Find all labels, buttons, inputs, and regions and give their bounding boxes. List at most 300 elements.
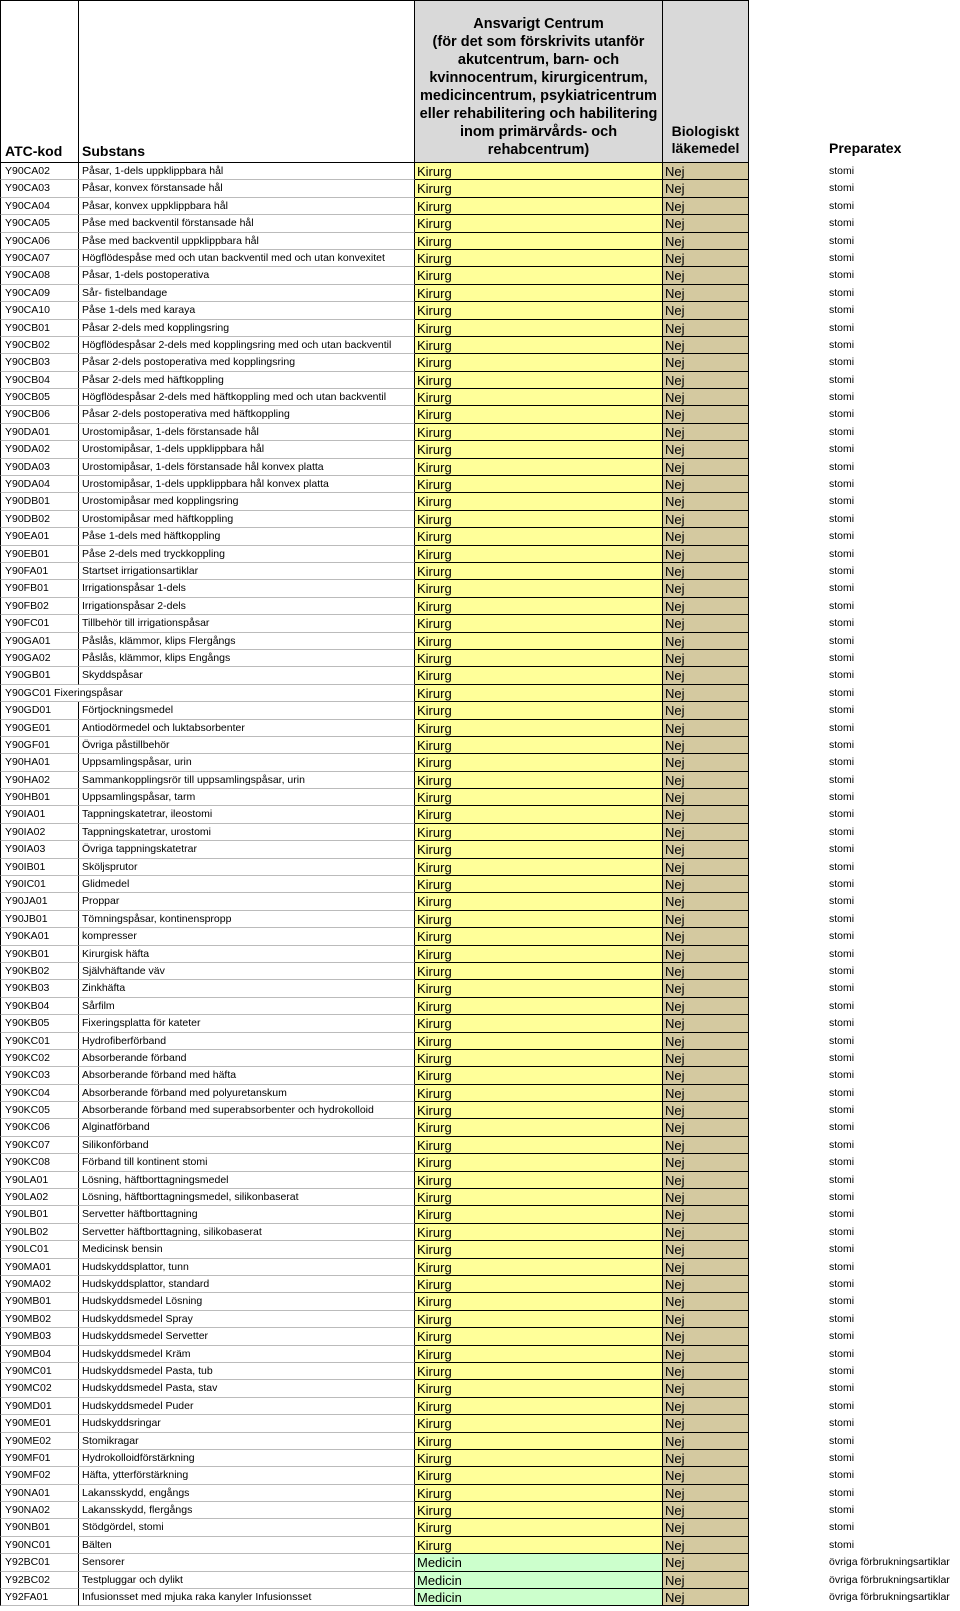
cell-atc-code[interactable]: Y90GB01 — [0, 667, 78, 684]
cell-atc-code[interactable]: Y90DA04 — [0, 476, 78, 493]
cell-responsible-center[interactable]: Kirurg — [415, 1311, 663, 1328]
cell-atc-code[interactable]: Y90KB04 — [0, 998, 78, 1015]
cell-atc-code[interactable]: Y90LB01 — [0, 1206, 78, 1223]
cell-responsible-center[interactable]: Kirurg — [415, 1485, 663, 1502]
cell-preparat[interactable]: stomi — [829, 738, 855, 751]
cell-biological[interactable]: Nej — [663, 389, 749, 406]
cell-preparat[interactable]: stomi — [829, 1191, 855, 1204]
cell-substance[interactable]: Påsar 2-dels med häftkoppling — [78, 372, 415, 389]
cell-atc-code[interactable]: Y90ME01 — [0, 1415, 78, 1432]
cell-biological[interactable]: Nej — [663, 1224, 749, 1241]
cell-responsible-center[interactable]: Kirurg — [415, 546, 663, 563]
cell-preparat[interactable]: stomi — [829, 1069, 855, 1082]
cell-biological[interactable]: Nej — [663, 1137, 749, 1154]
cell-atc-code[interactable]: Y90KC06 — [0, 1119, 78, 1136]
cell-atc-code[interactable]: Y90CB06 — [0, 406, 78, 423]
cell-biological[interactable]: Nej — [663, 1206, 749, 1223]
cell-atc-code[interactable]: Y90MB01 — [0, 1293, 78, 1310]
cell-biological[interactable]: Nej — [663, 285, 749, 302]
cell-atc-code[interactable]: Y90CA08 — [0, 267, 78, 284]
cell-biological[interactable]: Nej — [663, 302, 749, 319]
cell-biological[interactable]: Nej — [663, 893, 749, 910]
cell-atc-code[interactable]: Y90FA01 — [0, 563, 78, 580]
cell-preparat[interactable]: stomi — [829, 338, 855, 351]
cell-substance[interactable]: Påsar, konvex uppklippbara hål — [78, 198, 415, 215]
cell-preparat[interactable]: stomi — [829, 165, 855, 177]
cell-responsible-center[interactable]: Kirurg — [415, 285, 663, 302]
cell-substance[interactable]: Irrigationspåsar 2-dels — [78, 598, 415, 615]
cell-preparat[interactable]: stomi — [829, 1434, 855, 1447]
cell-preparat[interactable]: stomi — [829, 1278, 855, 1290]
cell-atc-code[interactable]: Y90JB01 — [0, 911, 78, 928]
cell-responsible-center[interactable]: Kirurg — [415, 1119, 663, 1136]
cell-atc-code[interactable]: Y92FA01 — [0, 1589, 78, 1606]
cell-responsible-center[interactable]: Kirurg — [415, 598, 663, 615]
cell-substance[interactable]: Medicinsk bensin — [78, 1241, 415, 1258]
cell-substance[interactable]: Lösning, häftborttagningsmedel, silikonbaserat — [78, 1189, 415, 1206]
cell-biological[interactable]: Nej — [663, 1241, 749, 1258]
cell-substance[interactable]: Hudskyddsmedel Pasta, stav — [78, 1380, 415, 1397]
cell-substance[interactable]: Sårfilm — [78, 998, 415, 1015]
cell-preparat[interactable]: stomi — [829, 947, 855, 960]
cell-substance[interactable]: Glidmedel — [78, 876, 415, 893]
cell-responsible-center[interactable]: Kirurg — [415, 163, 663, 180]
cell-substance[interactable]: Tappningskatetrar, urostomi — [78, 824, 415, 841]
cell-substance[interactable]: Självhäftande väv — [78, 963, 415, 980]
cell-preparat[interactable]: stomi — [829, 964, 855, 977]
cell-biological[interactable]: Nej — [663, 876, 749, 893]
cell-substance[interactable]: Påsar 2-dels postoperativa med kopplingsring — [78, 354, 415, 371]
cell-atc-code[interactable]: Y90CA06 — [0, 233, 78, 250]
cell-preparat[interactable]: stomi — [829, 1417, 855, 1430]
cell-preparat[interactable]: stomi — [829, 495, 855, 508]
cell-biological[interactable]: Nej — [663, 1433, 749, 1450]
cell-atc-code[interactable]: Y90NA02 — [0, 1502, 78, 1519]
cell-responsible-center[interactable]: Kirurg — [415, 198, 663, 215]
cell-atc-code[interactable]: Y90CA05 — [0, 215, 78, 232]
cell-biological[interactable]: Nej — [663, 1485, 749, 1502]
cell-atc-code[interactable]: Y90GD01 — [0, 702, 78, 719]
cell-biological[interactable]: Nej — [663, 737, 749, 754]
cell-atc-code[interactable]: Y90CB02 — [0, 337, 78, 354]
cell-preparat[interactable]: stomi — [829, 651, 855, 664]
cell-atc-code[interactable]: Y90NC01 — [0, 1537, 78, 1554]
cell-responsible-center[interactable]: Kirurg — [415, 1015, 663, 1032]
cell-atc-code[interactable]: Y90KB05 — [0, 1015, 78, 1032]
cell-substance[interactable]: Förtjockningsmedel — [78, 702, 415, 719]
cell-substance[interactable]: Hudskyddsmedel Pasta, tub — [78, 1363, 415, 1380]
cell-atc-code[interactable]: Y90KC08 — [0, 1154, 78, 1171]
cell-substance[interactable]: Uppsamlingspåsar, tarm — [78, 789, 415, 806]
cell-biological[interactable]: Nej — [663, 1085, 749, 1102]
cell-biological[interactable]: Nej — [663, 1015, 749, 1032]
cell-responsible-center[interactable]: Kirurg — [415, 893, 663, 910]
cell-atc-code[interactable]: Y90LC01 — [0, 1241, 78, 1258]
cell-responsible-center[interactable]: Kirurg — [415, 580, 663, 597]
cell-substance[interactable]: Påslås, klämmor, klips Flergångs — [78, 633, 415, 650]
cell-preparat[interactable]: stomi — [829, 564, 855, 577]
cell-responsible-center[interactable]: Kirurg — [415, 1137, 663, 1154]
cell-preparat[interactable]: stomi — [829, 530, 855, 543]
cell-atc-code[interactable]: Y90CA04 — [0, 198, 78, 215]
cell-substance[interactable]: Hydrofiberförband — [78, 1033, 415, 1050]
cell-responsible-center[interactable]: Kirurg — [415, 354, 663, 371]
cell-responsible-center[interactable]: Kirurg — [415, 302, 663, 319]
cell-preparat[interactable]: stomi — [829, 860, 855, 873]
cell-biological[interactable]: Nej — [663, 372, 749, 389]
cell-responsible-center[interactable]: Kirurg — [415, 667, 663, 684]
cell-substance[interactable]: Zinkhäfta — [78, 980, 415, 997]
cell-preparat[interactable]: stomi — [829, 1104, 855, 1117]
cell-substance[interactable]: Absorberande förband med häfta — [78, 1067, 415, 1084]
cell-atc-code[interactable]: Y90FC01 — [0, 615, 78, 632]
cell-substance[interactable]: Antiodörmedel och luktabsorbenter — [78, 720, 415, 737]
cell-substance[interactable]: Sår- fistelbandage — [78, 285, 415, 302]
cell-responsible-center[interactable]: Kirurg — [415, 876, 663, 893]
cell-biological[interactable]: Nej — [663, 946, 749, 963]
cell-preparat[interactable]: stomi — [829, 1260, 855, 1273]
cell-atc-code[interactable]: Y90CB05 — [0, 389, 78, 406]
cell-substance[interactable]: Högflödespåse med och utan backventil med och utan konvexitet — [78, 250, 415, 267]
cell-biological[interactable]: Nej — [663, 1328, 749, 1345]
cell-substance[interactable]: Hudskyddsplattor, tunn — [78, 1259, 415, 1276]
cell-substance[interactable]: Högflödespåsar 2-dels med häftkoppling med och utan backventil — [78, 389, 415, 406]
cell-preparat[interactable]: stomi — [829, 1225, 855, 1238]
cell-preparat[interactable]: stomi — [829, 1173, 855, 1186]
cell-substance[interactable]: Sensorer — [78, 1554, 415, 1571]
cell-responsible-center[interactable]: Kirurg — [415, 563, 663, 580]
cell-atc-code[interactable]: Y90KC02 — [0, 1050, 78, 1067]
cell-substance[interactable]: Testpluggar och dylikt — [78, 1572, 415, 1589]
cell-preparat[interactable]: stomi — [829, 1382, 855, 1395]
cell-biological[interactable]: Nej — [663, 667, 749, 684]
cell-preparat[interactable]: stomi — [829, 217, 855, 230]
cell-preparat[interactable]: stomi — [829, 930, 855, 943]
cell-atc-code[interactable]: Y90LA02 — [0, 1189, 78, 1206]
cell-atc-code[interactable]: Y90MA02 — [0, 1276, 78, 1293]
cell-atc-code[interactable]: Y90GE01 — [0, 720, 78, 737]
cell-responsible-center[interactable]: Kirurg — [415, 1189, 663, 1206]
cell-preparat[interactable]: stomi — [829, 1364, 855, 1377]
cell-responsible-center[interactable]: Kirurg — [415, 1398, 663, 1415]
cell-preparat[interactable]: stomi — [829, 721, 855, 734]
cell-preparat[interactable]: stomi — [829, 1051, 855, 1064]
cell-preparat[interactable]: stomi — [829, 1451, 855, 1464]
cell-preparat[interactable]: stomi — [829, 843, 855, 856]
cell-substance[interactable]: Tillbehör till irrigationspåsar — [78, 615, 415, 632]
cell-preparat[interactable]: stomi — [829, 1086, 855, 1099]
cell-atc-code[interactable]: Y90ME02 — [0, 1433, 78, 1450]
cell-atc-code[interactable]: Y90HA01 — [0, 754, 78, 771]
cell-atc-code[interactable]: Y90MF02 — [0, 1467, 78, 1484]
cell-responsible-center[interactable]: Kirurg — [415, 720, 663, 737]
cell-responsible-center[interactable]: Kirurg — [415, 1241, 663, 1258]
cell-responsible-center[interactable]: Kirurg — [415, 685, 663, 702]
cell-biological[interactable]: Nej — [663, 1259, 749, 1276]
cell-substance[interactable]: Urostomipåsar, 1-dels förstansade hål konvex platta — [78, 459, 415, 476]
cell-biological[interactable]: Nej — [663, 1276, 749, 1293]
cell-substance[interactable]: Hudskyddsmedel Kräm — [78, 1346, 415, 1363]
cell-preparat[interactable]: övriga förbrukningsartiklar — [829, 1573, 950, 1586]
cell-responsible-center[interactable]: Kirurg — [415, 911, 663, 928]
cell-substance[interactable]: Hydrokolloidförstärkning — [78, 1450, 415, 1467]
cell-atc-code[interactable]: Y90DA02 — [0, 441, 78, 458]
cell-substance[interactable]: Hudskyddsringar — [78, 1415, 415, 1432]
cell-biological[interactable]: Nej — [663, 1450, 749, 1467]
cell-biological[interactable]: Nej — [663, 511, 749, 528]
cell-biological[interactable]: Nej — [663, 320, 749, 337]
cell-substance[interactable]: Urostomipåsar, 1-dels uppklippbara hål konvex platta — [78, 476, 415, 493]
cell-biological[interactable]: Nej — [663, 459, 749, 476]
cell-substance[interactable]: kompresser — [78, 928, 415, 945]
cell-substance[interactable]: Proppar — [78, 893, 415, 910]
cell-atc-code[interactable]: Y90KA01 — [0, 928, 78, 945]
cell-atc-code[interactable]: Y90CB04 — [0, 372, 78, 389]
cell-substance[interactable]: Tömningspåsar, kontinenspropp — [78, 911, 415, 928]
cell-substance[interactable]: Förband till kontinent stomi — [78, 1154, 415, 1171]
cell-atc-code[interactable]: Y90IA02 — [0, 824, 78, 841]
cell-substance[interactable]: Irrigationspåsar 1-dels — [78, 580, 415, 597]
cell-substance[interactable]: Påse med backventil förstansade hål — [78, 215, 415, 232]
cell-substance[interactable]: Sammankopplingsrör till uppsamlingspåsar, urin — [78, 772, 415, 789]
cell-responsible-center[interactable]: Medicin — [415, 1572, 663, 1589]
cell-atc-code[interactable]: Y90IA01 — [0, 806, 78, 823]
cell-substance[interactable]: Lakansskydd, engångs — [78, 1485, 415, 1502]
cell-preparat[interactable]: stomi — [829, 425, 855, 438]
cell-substance[interactable]: Absorberande förband med superabsorbenter och hydrokolloid — [78, 1102, 415, 1119]
cell-substance[interactable]: Lösning, häftborttagningsmedel — [78, 1172, 415, 1189]
cell-atc-code[interactable]: Y90CA02 — [0, 163, 78, 180]
cell-biological[interactable]: Nej — [663, 928, 749, 945]
cell-preparat[interactable]: stomi — [829, 912, 855, 925]
cell-substance[interactable]: Urostomipåsar, 1-dels förstansade hål — [78, 424, 415, 441]
cell-responsible-center[interactable]: Medicin — [415, 1589, 663, 1606]
cell-biological[interactable]: Nej — [663, 1154, 749, 1171]
cell-biological[interactable]: Nej — [663, 1467, 749, 1484]
cell-substance[interactable]: Urostomipåsar med häftkoppling — [78, 511, 415, 528]
cell-preparat[interactable]: stomi — [829, 1347, 855, 1360]
cell-biological[interactable]: Nej — [663, 337, 749, 354]
cell-biological[interactable]: Nej — [663, 546, 749, 563]
cell-biological[interactable]: Nej — [663, 424, 749, 441]
cell-substance[interactable]: Fixeringsplatta för kateter — [78, 1015, 415, 1032]
cell-atc-code[interactable]: Y90DB01 — [0, 493, 78, 510]
cell-preparat[interactable]: stomi — [829, 599, 855, 612]
cell-biological[interactable]: Nej — [663, 1380, 749, 1397]
cell-substance[interactable]: Hudskyddsplattor, standard — [78, 1276, 415, 1293]
cell-responsible-center[interactable]: Kirurg — [415, 1415, 663, 1432]
cell-preparat[interactable]: stomi — [829, 443, 855, 456]
cell-responsible-center[interactable]: Kirurg — [415, 806, 663, 823]
cell-responsible-center[interactable]: Kirurg — [415, 946, 663, 963]
cell-substance[interactable]: Hudskyddsmedel Lösning — [78, 1293, 415, 1310]
cell-biological[interactable]: Nej — [663, 1537, 749, 1554]
cell-responsible-center[interactable]: Kirurg — [415, 1450, 663, 1467]
cell-substance[interactable]: Hudskyddsmedel Servetter — [78, 1328, 415, 1345]
cell-preparat[interactable]: stomi — [829, 704, 855, 717]
cell-atc-code[interactable]: Y90EA01 — [0, 528, 78, 545]
cell-responsible-center[interactable]: Kirurg — [415, 406, 663, 423]
cell-biological[interactable]: Nej — [663, 354, 749, 371]
cell-preparat[interactable]: stomi — [829, 286, 855, 299]
cell-responsible-center[interactable]: Kirurg — [415, 528, 663, 545]
cell-substance[interactable]: Infusionsset med mjuka raka kanyler Infusionsset — [78, 1589, 415, 1606]
cell-biological[interactable]: Nej — [663, 859, 749, 876]
header-substance[interactable]: Substans — [78, 0, 415, 163]
cell-preparat[interactable]: stomi — [829, 1504, 855, 1517]
cell-responsible-center[interactable]: Kirurg — [415, 1259, 663, 1276]
cell-atc-code[interactable]: Y90KC01 — [0, 1033, 78, 1050]
cell-substance[interactable]: Påse med backventil uppklippbara hål — [78, 233, 415, 250]
cell-substance[interactable]: Högflödespåsar 2-dels med kopplingsring med och utan backventil — [78, 337, 415, 354]
cell-responsible-center[interactable]: Kirurg — [415, 1293, 663, 1310]
cell-atc-code[interactable]: Y90IB01 — [0, 859, 78, 876]
cell-preparat[interactable]: stomi — [829, 1469, 855, 1482]
cell-responsible-center[interactable]: Kirurg — [415, 1102, 663, 1119]
cell-responsible-center[interactable]: Kirurg — [415, 320, 663, 337]
cell-substance[interactable]: Absorberande förband med polyuretanskum — [78, 1085, 415, 1102]
cell-atc-code[interactable]: Y90KB03 — [0, 980, 78, 997]
cell-biological[interactable]: Nej — [663, 476, 749, 493]
cell-preparat[interactable]: stomi — [829, 1486, 855, 1499]
cell-preparat[interactable]: stomi — [829, 408, 855, 421]
cell-biological[interactable]: Nej — [663, 772, 749, 789]
cell-responsible-center[interactable]: Kirurg — [415, 1467, 663, 1484]
cell-responsible-center[interactable]: Kirurg — [415, 1206, 663, 1223]
cell-substance[interactable]: Påsar, konvex förstansade hål — [78, 180, 415, 197]
cell-preparat[interactable]: stomi — [829, 1399, 855, 1412]
cell-substance[interactable]: Silikonförband — [78, 1137, 415, 1154]
cell-responsible-center[interactable]: Kirurg — [415, 998, 663, 1015]
cell-preparat[interactable]: stomi — [829, 547, 855, 560]
cell-atc-code[interactable]: Y90MC01 — [0, 1363, 78, 1380]
cell-atc-code[interactable]: Y90GA02 — [0, 650, 78, 667]
cell-biological[interactable]: Nej — [663, 1589, 749, 1606]
cell-preparat[interactable]: stomi — [829, 1156, 855, 1169]
cell-preparat[interactable]: stomi — [829, 1330, 855, 1343]
cell-atc-code[interactable]: Y90IA03 — [0, 841, 78, 858]
header-preparat[interactable]: Preparatex — [749, 0, 960, 163]
cell-preparat[interactable]: stomi — [829, 617, 855, 630]
header-biological-drug[interactable] — [663, 0, 749, 163]
cell-atc-code[interactable]: Y90MB03 — [0, 1328, 78, 1345]
cell-biological[interactable]: Nej — [663, 980, 749, 997]
cell-responsible-center[interactable]: Kirurg — [415, 476, 663, 493]
cell-preparat[interactable]: stomi — [829, 1208, 855, 1221]
cell-preparat[interactable]: stomi — [829, 356, 855, 369]
cell-biological[interactable]: Nej — [663, 963, 749, 980]
cell-responsible-center[interactable]: Kirurg — [415, 1154, 663, 1171]
cell-biological[interactable]: Nej — [663, 233, 749, 250]
cell-responsible-center[interactable]: Kirurg — [415, 650, 663, 667]
cell-preparat[interactable]: övriga förbrukningsartiklar — [829, 1591, 950, 1604]
cell-biological[interactable]: Nej — [663, 1172, 749, 1189]
cell-responsible-center[interactable]: Kirurg — [415, 841, 663, 858]
cell-biological[interactable]: Nej — [663, 1554, 749, 1571]
cell-biological[interactable]: Nej — [663, 198, 749, 215]
cell-biological[interactable]: Nej — [663, 1398, 749, 1415]
cell-substance[interactable]: Stomikragar — [78, 1433, 415, 1450]
cell-substance[interactable]: Startset irrigationsartiklar — [78, 563, 415, 580]
cell-atc-code[interactable]: Y90JA01 — [0, 893, 78, 910]
cell-responsible-center[interactable]: Kirurg — [415, 233, 663, 250]
cell-atc-code[interactable]: Y90FB01 — [0, 580, 78, 597]
cell-preparat[interactable]: stomi — [829, 460, 855, 473]
cell-biological[interactable]: Nej — [663, 615, 749, 632]
cell-responsible-center[interactable]: Kirurg — [415, 1067, 663, 1084]
cell-responsible-center[interactable]: Kirurg — [415, 1433, 663, 1450]
cell-biological[interactable]: Nej — [663, 1033, 749, 1050]
cell-preparat[interactable]: stomi — [829, 999, 855, 1012]
cell-biological[interactable]: Nej — [663, 806, 749, 823]
cell-responsible-center[interactable]: Kirurg — [415, 737, 663, 754]
cell-atc-code[interactable]: Y90CA03 — [0, 180, 78, 197]
cell-preparat[interactable]: stomi — [829, 478, 855, 491]
cell-biological[interactable]: Nej — [663, 180, 749, 197]
cell-preparat[interactable]: stomi — [829, 1538, 855, 1551]
cell-responsible-center[interactable]: Kirurg — [415, 1346, 663, 1363]
cell-responsible-center[interactable]: Kirurg — [415, 1380, 663, 1397]
cell-preparat[interactable]: stomi — [829, 1138, 855, 1151]
cell-preparat[interactable]: stomi — [829, 686, 855, 699]
cell-atc-code[interactable]: Y90FB02 — [0, 598, 78, 615]
cell-substance[interactable]: Övriga tappningskatetrar — [78, 841, 415, 858]
cell-preparat[interactable]: stomi — [829, 1034, 855, 1047]
cell-biological[interactable]: Nej — [663, 1519, 749, 1536]
cell-atc-code[interactable]: Y90CA07 — [0, 250, 78, 267]
cell-responsible-center[interactable]: Kirurg — [415, 772, 663, 789]
cell-preparat[interactable]: stomi — [829, 808, 855, 821]
cell-responsible-center[interactable]: Kirurg — [415, 250, 663, 267]
cell-preparat[interactable]: stomi — [829, 669, 855, 682]
cell-preparat[interactable]: stomi — [829, 773, 855, 786]
cell-responsible-center[interactable]: Kirurg — [415, 615, 663, 632]
cell-substance[interactable]: Påsar, 1-dels postoperativa — [78, 267, 415, 284]
cell-substance[interactable]: Påsar, 1-dels uppklippbara hål — [78, 163, 415, 180]
cell-responsible-center[interactable]: Kirurg — [415, 424, 663, 441]
cell-biological[interactable]: Nej — [663, 1311, 749, 1328]
cell-biological[interactable]: Nej — [663, 633, 749, 650]
cell-biological[interactable]: Nej — [663, 1189, 749, 1206]
cell-atc-code[interactable]: Y90LB02 — [0, 1224, 78, 1241]
cell-atc-code[interactable]: Y92BC01 — [0, 1554, 78, 1571]
cell-biological[interactable]: Nej — [663, 720, 749, 737]
cell-substance[interactable]: Stödgördel, stomi — [78, 1519, 415, 1536]
cell-biological[interactable]: Nej — [663, 250, 749, 267]
cell-biological[interactable]: Nej — [663, 702, 749, 719]
cell-responsible-center[interactable]: Kirurg — [415, 337, 663, 354]
cell-atc-code[interactable]: Y90NA01 — [0, 1485, 78, 1502]
cell-atc-code[interactable]: Y90MF01 — [0, 1450, 78, 1467]
cell-substance[interactable]: Bälten — [78, 1537, 415, 1554]
cell-preparat[interactable]: stomi — [829, 791, 855, 804]
cell-substance[interactable]: Alginatförband — [78, 1119, 415, 1136]
cell-substance[interactable]: Servetter häftborttagning, silikobaserat — [78, 1224, 415, 1241]
cell-responsible-center[interactable]: Kirurg — [415, 633, 663, 650]
cell-preparat[interactable]: stomi — [829, 825, 855, 838]
cell-responsible-center[interactable]: Kirurg — [415, 1519, 663, 1536]
cell-responsible-center[interactable]: Kirurg — [415, 441, 663, 458]
cell-atc-code[interactable]: Y90EB01 — [0, 546, 78, 563]
cell-responsible-center[interactable]: Kirurg — [415, 963, 663, 980]
cell-preparat[interactable]: stomi — [829, 234, 855, 247]
cell-responsible-center[interactable]: Kirurg — [415, 1085, 663, 1102]
cell-responsible-center[interactable]: Kirurg — [415, 859, 663, 876]
cell-substance[interactable]: Urostomipåsar med kopplingsring — [78, 493, 415, 510]
cell-responsible-center[interactable]: Kirurg — [415, 1363, 663, 1380]
cell-substance[interactable] — [78, 685, 415, 702]
cell-biological[interactable]: Nej — [663, 1415, 749, 1432]
